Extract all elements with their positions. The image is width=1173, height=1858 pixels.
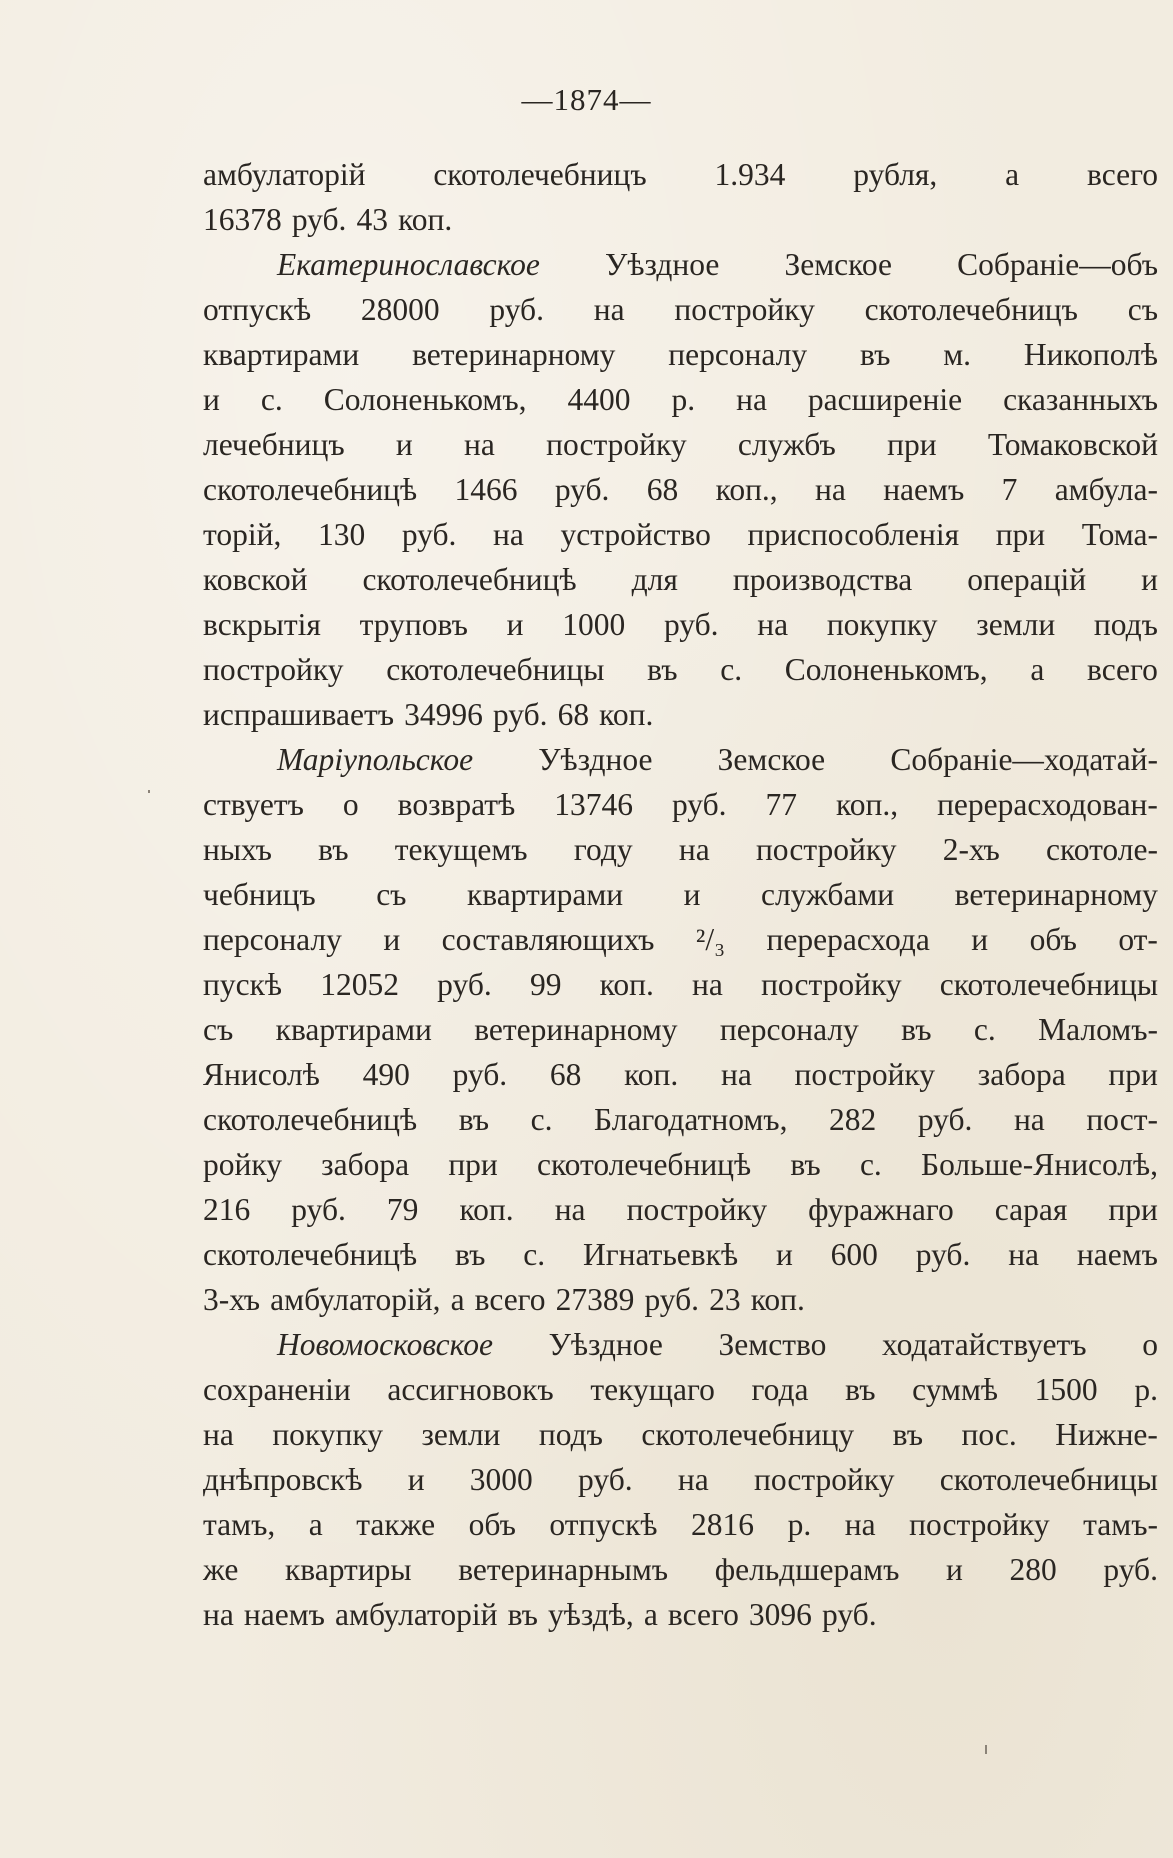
word: от-: [1118, 922, 1158, 957]
word: скотолечебницы: [939, 1462, 1158, 1497]
word: с.: [523, 1237, 546, 1272]
word: для: [631, 562, 678, 597]
word: постройку: [794, 1057, 936, 1092]
word: коп.: [624, 1057, 679, 1092]
word: ветеринарному: [474, 1012, 678, 1047]
body-text: [203, 152, 1158, 1637]
word: амбула-: [1054, 472, 1158, 507]
word: Игнатьевкѣ: [582, 1237, 739, 1272]
text-line: [203, 1007, 1158, 1052]
word: тамъ,: [203, 1507, 276, 1542]
word: и: [683, 877, 701, 912]
text-line: [203, 647, 1158, 692]
word: 12052: [320, 967, 399, 1002]
word: квартирами: [203, 337, 360, 372]
word: сказанныхъ: [1003, 382, 1158, 417]
word: же: [203, 1552, 239, 1587]
text-line: [203, 1187, 1158, 1232]
word: году: [573, 832, 633, 867]
word: сарая: [994, 1192, 1068, 1227]
word: Уѣздное: [605, 247, 720, 282]
word: Благодатномъ,: [594, 1102, 788, 1137]
word: скотолечебницѣ: [536, 1147, 752, 1182]
word: 1000: [562, 607, 626, 642]
word: года: [751, 1372, 809, 1407]
text-line: [203, 422, 1158, 467]
word: земли: [421, 1417, 501, 1452]
word: на: [493, 517, 524, 552]
word: коп.: [599, 697, 654, 732]
word: подъ: [1093, 607, 1158, 642]
word: скотолечебницы: [939, 967, 1158, 1002]
word: на: [554, 1192, 586, 1227]
word: а: [1005, 157, 1020, 192]
word: суммѣ: [912, 1372, 999, 1407]
word: 27389: [555, 1282, 635, 1317]
word: персоналу: [719, 1012, 859, 1047]
text-line: [203, 1367, 1158, 1412]
word: 216: [203, 1192, 251, 1227]
word: Маріупольское: [277, 742, 474, 777]
text-line: [203, 377, 1158, 422]
word: 282: [829, 1102, 877, 1137]
scan-speck: [148, 790, 150, 793]
word: перерасходован-: [937, 787, 1158, 822]
word: лечебницъ: [203, 427, 345, 462]
word: на: [1008, 1237, 1040, 1272]
text-line: [203, 197, 1158, 242]
text-line: [203, 557, 1158, 602]
word: ныхъ: [203, 832, 272, 867]
text-line: [203, 737, 1158, 782]
word: возвратѣ: [397, 787, 516, 822]
word: коп.: [750, 1282, 805, 1317]
word: коп.,: [836, 787, 899, 822]
text-line: [203, 872, 1158, 917]
word: руб.: [489, 292, 544, 327]
word: коп.: [398, 202, 453, 237]
word: Уѣздное: [548, 1327, 663, 1362]
word: 99: [529, 967, 562, 1002]
word: въ: [892, 1417, 924, 1452]
word: руб.: [452, 1057, 508, 1092]
word: ствуетъ: [203, 787, 304, 822]
word: 23: [709, 1282, 741, 1317]
word: 2816: [691, 1507, 755, 1542]
word: ковской: [203, 562, 308, 597]
word: тамъ-: [1083, 1507, 1158, 1542]
word: 3000: [469, 1462, 533, 1497]
word: объ: [1029, 922, 1077, 957]
text-line: [203, 1322, 1158, 1367]
page-number: —1874—: [521, 82, 652, 117]
word: руб.: [1103, 1552, 1158, 1587]
word: руб.: [291, 1192, 346, 1227]
word: 7: [1001, 472, 1018, 507]
word: въ: [859, 337, 891, 372]
word: Тома-: [1081, 517, 1158, 552]
word: 280: [1009, 1552, 1057, 1587]
word: подъ: [538, 1417, 603, 1452]
word: приспособленія: [747, 517, 960, 552]
word: скотолечебницъ: [864, 292, 1078, 327]
word: амбулаторій: [335, 1597, 498, 1632]
word: руб.: [401, 517, 457, 552]
word: службъ: [737, 427, 836, 462]
word: на: [692, 967, 723, 1002]
word: днѣпровскѣ: [203, 1462, 363, 1497]
word: уѣздѣ,: [548, 1597, 634, 1632]
word: и: [407, 1462, 425, 1497]
word: всего: [1087, 652, 1158, 687]
word: на: [593, 292, 625, 327]
word: 600: [830, 1237, 878, 1272]
word: пос.: [961, 1417, 1017, 1452]
word: покупку: [826, 607, 938, 642]
word: въ: [845, 1372, 876, 1407]
word: пускѣ: [203, 967, 282, 1002]
word: постройку: [909, 1507, 1050, 1542]
word: устройство: [560, 517, 711, 552]
word: при: [1108, 1192, 1158, 1227]
word: 4400: [567, 382, 631, 417]
word: расширеніе: [807, 382, 963, 417]
word: квартиры: [284, 1552, 412, 1587]
word: постройку: [674, 292, 815, 327]
word: на: [203, 1597, 234, 1632]
word: наемъ: [1076, 1237, 1158, 1272]
word: рубля,: [853, 157, 938, 192]
word: постройку: [761, 967, 902, 1002]
word: Собраніе—ходатай-: [890, 742, 1158, 777]
word: коп.,: [715, 472, 778, 507]
word: испрашиваетъ: [203, 697, 395, 732]
word: ветеринарнымъ: [458, 1552, 669, 1587]
word: м.: [943, 337, 972, 372]
word: составляющихъ: [441, 922, 655, 957]
word: ветеринарному: [954, 877, 1158, 912]
scan-speck: [985, 1745, 987, 1754]
word: 130: [317, 517, 366, 552]
word: въ: [318, 832, 349, 867]
word: труповъ: [359, 607, 468, 642]
word: скотолечебницѣ: [203, 1102, 418, 1137]
word: забора: [321, 1147, 410, 1182]
word: на: [677, 1462, 709, 1497]
word: 3096: [748, 1597, 812, 1632]
word: руб.: [663, 607, 719, 642]
word: 1500: [1034, 1372, 1098, 1407]
word: Никополѣ: [1023, 337, 1158, 372]
word: ассигновокъ: [387, 1372, 554, 1407]
word: на: [844, 1507, 876, 1542]
word: операцій: [967, 562, 1087, 597]
word: и: [383, 922, 401, 957]
word: постройку: [626, 1192, 768, 1227]
word: въ: [647, 652, 678, 687]
word: 1466: [454, 472, 518, 507]
word: скотолечебницъ: [433, 157, 647, 192]
word: и: [971, 922, 989, 957]
word: наемъ: [883, 472, 965, 507]
text-line: [203, 602, 1158, 647]
word: въ: [458, 1102, 490, 1137]
word: с.: [859, 1147, 882, 1182]
word: и: [1141, 562, 1158, 597]
word: 79: [386, 1192, 419, 1227]
word: а: [643, 1597, 658, 1632]
word: 3-хъ: [203, 1282, 261, 1317]
word: 68: [646, 472, 679, 507]
word: с.: [973, 1012, 996, 1047]
word: также: [356, 1507, 436, 1542]
text-line: [203, 1277, 1158, 1322]
word: производства: [732, 562, 913, 597]
word: торій,: [203, 517, 282, 552]
word: сохраненіи: [203, 1372, 351, 1407]
word: Екатеринославское: [277, 247, 540, 282]
word: 2-хъ: [942, 832, 1000, 867]
word: руб.: [291, 202, 347, 237]
word: при: [887, 427, 937, 462]
word: Солоненькомъ,: [784, 652, 988, 687]
word: Новомосковское: [277, 1327, 493, 1362]
word: с.: [530, 1102, 553, 1137]
word: квартирами: [466, 877, 624, 912]
word: въ: [455, 1237, 486, 1272]
word: фельдшерамъ: [714, 1552, 900, 1587]
word: Земство: [718, 1327, 827, 1362]
word: руб.: [822, 1597, 877, 1632]
word: перерасхода: [766, 922, 930, 957]
word: въ: [507, 1597, 538, 1632]
word: Уѣздное: [538, 742, 653, 777]
word: руб.: [917, 1102, 973, 1137]
word: руб.: [671, 787, 727, 822]
word: земли: [976, 607, 1056, 642]
text-line: [203, 467, 1158, 512]
word: скотолечебницѣ: [203, 1237, 418, 1272]
word: скотолечебницы: [386, 652, 605, 687]
word: при: [448, 1147, 498, 1182]
word: Собраніе—объ: [957, 247, 1158, 282]
text-line: [203, 1502, 1158, 1547]
word: р.: [1134, 1372, 1158, 1407]
word: с.: [720, 652, 743, 687]
word: руб.: [644, 1282, 700, 1317]
word: отпускѣ: [549, 1507, 658, 1542]
word: и: [775, 1237, 793, 1272]
word: 1.934: [714, 157, 786, 192]
word: на: [203, 1417, 234, 1452]
word: постройку: [203, 652, 344, 687]
word: отпускѣ: [203, 292, 312, 327]
word: наемъ: [243, 1597, 325, 1632]
text-line: [203, 1052, 1158, 1097]
text-line: [203, 1547, 1158, 1592]
text-line: [203, 1142, 1158, 1187]
word: на: [720, 1057, 752, 1092]
text-line: [203, 692, 1158, 737]
word: и: [946, 1552, 963, 1587]
word: постройку: [755, 832, 897, 867]
word: при: [1108, 1057, 1158, 1092]
word: Солоненькомъ,: [323, 382, 527, 417]
text-line: [203, 1592, 1158, 1637]
word: амбулаторій,: [270, 1282, 441, 1317]
word: Янисолѣ: [203, 1057, 320, 1092]
word: всего: [1087, 157, 1158, 192]
word: а: [1030, 652, 1045, 687]
word: при: [995, 517, 1046, 552]
word: коп.: [599, 967, 654, 1002]
text-line: [203, 782, 1158, 827]
text-line: [203, 1097, 1158, 1142]
text-line: [203, 512, 1158, 557]
word: ²/₃: [695, 922, 726, 957]
word: на: [736, 382, 767, 417]
word: ходатайствуетъ: [882, 1327, 1087, 1362]
word: скотолечебницѣ: [362, 562, 577, 597]
word: на: [815, 472, 846, 507]
word: р.: [787, 1507, 812, 1542]
word: коп.: [459, 1192, 514, 1227]
word: и: [203, 382, 220, 417]
word: вскрытія: [203, 607, 321, 642]
word: 13746: [554, 787, 633, 822]
word: службами: [760, 877, 895, 912]
word: скотолечебницѣ: [203, 472, 418, 507]
text-line: [203, 332, 1158, 377]
word: о: [1142, 1327, 1158, 1362]
word: пост-: [1086, 1102, 1158, 1137]
word: о: [342, 787, 359, 822]
word: 68: [549, 1057, 582, 1092]
word: квартирами: [275, 1012, 432, 1047]
word: въ: [901, 1012, 932, 1047]
word: чебницъ: [203, 877, 316, 912]
word: постройку: [546, 427, 687, 462]
word: постройку: [753, 1462, 895, 1497]
word: Томаковской: [987, 427, 1158, 462]
word: Земское: [717, 742, 826, 777]
word: ройку: [203, 1147, 282, 1182]
word: скотолечебницу: [641, 1417, 855, 1452]
word: 34996: [404, 697, 483, 732]
word: на: [464, 427, 495, 462]
word: руб.: [492, 697, 548, 732]
text-line: [203, 917, 1158, 962]
word: 28000: [360, 292, 440, 327]
word: амбулаторій: [203, 157, 366, 192]
text-line: [203, 1412, 1158, 1457]
text-line: [203, 1457, 1158, 1502]
word: въ: [790, 1147, 821, 1182]
word: съ: [1127, 292, 1158, 327]
word: персоналу: [668, 337, 808, 372]
word: покупку: [272, 1417, 383, 1452]
text-line: [203, 242, 1158, 287]
text-line: [203, 827, 1158, 872]
word: всего: [474, 1282, 546, 1317]
word: на: [757, 607, 789, 642]
word: ветеринарному: [412, 337, 616, 372]
word: персоналу: [203, 922, 342, 957]
word: р.: [671, 382, 696, 417]
word: скотоле-: [1046, 832, 1158, 867]
word: Нижне-: [1055, 1417, 1158, 1452]
word: текущаго: [590, 1372, 715, 1407]
word: 490: [362, 1057, 410, 1092]
word: руб.: [578, 1462, 633, 1497]
word: объ: [468, 1507, 516, 1542]
word: съ: [203, 1012, 234, 1047]
word: забора: [977, 1057, 1066, 1092]
word: Земское: [784, 247, 892, 282]
text-line: [203, 152, 1158, 197]
word: фуражнаго: [808, 1192, 954, 1227]
word: и: [506, 607, 524, 642]
text-line: [203, 962, 1158, 1007]
word: руб.: [437, 967, 492, 1002]
word: и: [395, 427, 413, 462]
word: а: [308, 1507, 323, 1542]
word: съ: [376, 877, 407, 912]
word: Больше-Янисолѣ,: [921, 1147, 1158, 1182]
word: 68: [557, 697, 590, 732]
word: на: [1013, 1102, 1045, 1137]
text-line: [203, 287, 1158, 332]
word: руб.: [915, 1237, 971, 1272]
word: на: [678, 832, 710, 867]
word: 16378: [203, 202, 282, 237]
word: с.: [260, 382, 283, 417]
word: всего: [667, 1597, 739, 1632]
text-line: [203, 1232, 1158, 1277]
word: Маломъ-: [1038, 1012, 1158, 1047]
word: 43: [356, 202, 388, 237]
word: руб.: [554, 472, 610, 507]
word: текущемъ: [394, 832, 528, 867]
word: 77: [765, 787, 798, 822]
word: а: [450, 1282, 465, 1317]
